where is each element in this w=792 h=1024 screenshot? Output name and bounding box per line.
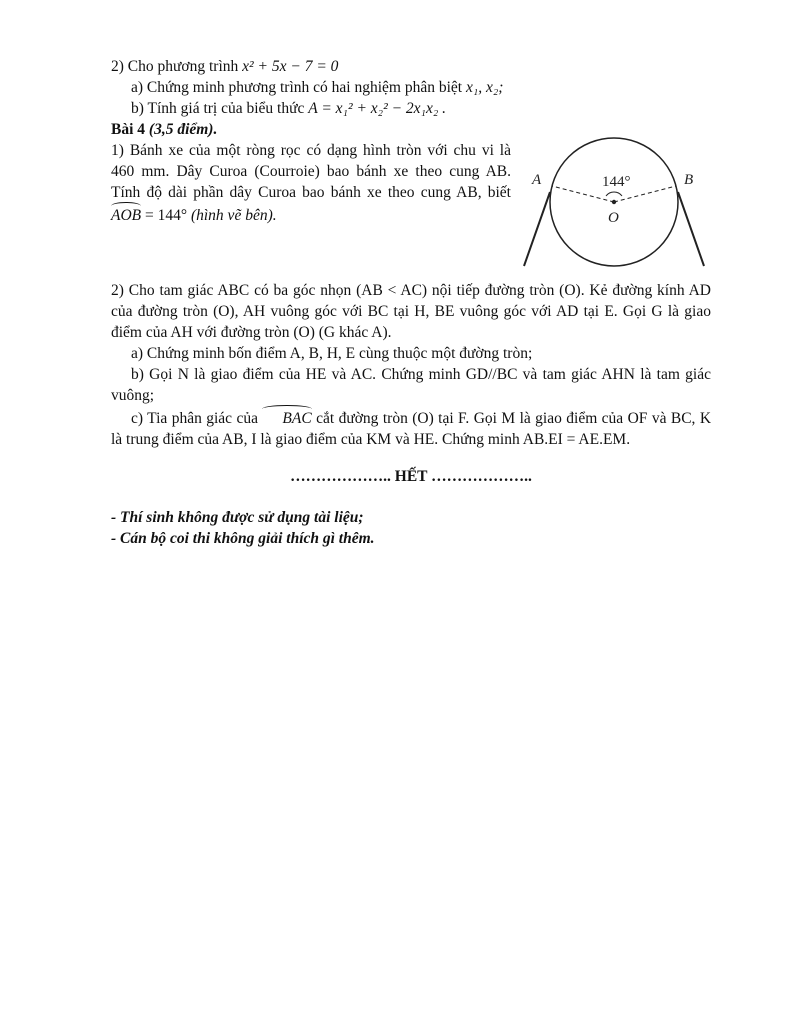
bai4-p1-line-2: 460 mm. Dây Curoa (Courroie) bao bánh xe theo cung AB.	[111, 163, 511, 180]
belt-right	[678, 192, 704, 266]
note-2: - Cán bộ coi thi không giải thích gì thêm.	[111, 530, 375, 547]
q2b-line	[111, 98, 711, 119]
notes	[111, 507, 711, 549]
p2c-pre: c) Tia phân giác của	[131, 410, 258, 427]
q2-intro-line	[111, 56, 711, 77]
bai4-part2a: a) Chứng minh bốn điểm A, B, H, E cùng thuộc một đường tròn;	[131, 345, 533, 362]
exam-page	[111, 56, 711, 549]
bai4-part1	[111, 140, 511, 226]
q2-equation: x² + 5x − 7 = 0	[242, 58, 339, 75]
angle-arc	[606, 192, 622, 196]
q2a-line	[111, 77, 711, 98]
q2a-text: a) Chứng minh phương trình có hai nghiệm phân biệt	[131, 79, 463, 96]
bai4-part2: 2) Cho tam giác ABC có ba góc nhọn (AB < AC) nội tiếp đường tròn (O). Kẻ đường kính AD của đường tròn (O), AH vuông góc với BC tại H, BE vuông góc với AD tại E. Gọi G là giao điểm của AH với đường tròn (O) (G khác A).	[111, 282, 711, 341]
q2b-text: b) Tính giá trị của biểu thức	[131, 100, 305, 117]
note-1: - Thí sinh không được sử dụng tài liệu;	[111, 509, 364, 526]
bai4-p1-line-1: 1) Bánh xe của một ròng rọc có dạng hình tròn với chu vi là	[111, 142, 511, 159]
label-o: O	[608, 210, 619, 226]
pulley-diagram	[522, 134, 712, 274]
bai4-p1-line-4	[111, 205, 511, 226]
p2c-post: cắt đường tròn (O) tại F. Gọi M là giao điểm của OF và BC, K là trung điểm của AB, I là giao điểm của KM và HE. Chứng minh AB.EI = AE.EM.	[111, 410, 712, 448]
bai4-points: (3,5 điểm).	[148, 121, 218, 138]
angle-bac: BAC	[262, 408, 311, 429]
figure-note: (hình vẽ bên).	[190, 207, 277, 224]
belt-left	[524, 192, 550, 266]
bai4-part2c	[111, 408, 711, 450]
bai4-part2b: b) Gọi N là giao điểm của HE và AC. Chứng minh GD//BC và tam giác AHN là tam giác vuông;	[111, 366, 711, 404]
angle-label: 144°	[602, 174, 631, 190]
pulley-figure	[522, 134, 712, 274]
q2-intro: 2) Cho phương trình	[111, 58, 239, 75]
label-a: A	[532, 172, 542, 188]
center-point	[612, 200, 616, 204]
q2a-vars: x₁, x₂;	[465, 79, 504, 96]
q2b-expr: A = x₁² + x₂² − 2x₁x₂ .	[308, 100, 446, 117]
bai4-p1-line-3: Tính độ dài phần dây Curoa bao bánh xe theo cung AB, biết	[111, 184, 511, 201]
angle-aob: AOB	[111, 207, 142, 224]
bai4-title: Bài 4	[111, 121, 146, 138]
angle-value: = 144°	[145, 207, 188, 224]
end-mark: ……………….. HẾT ………………..	[290, 468, 532, 485]
label-b: B	[684, 172, 694, 188]
